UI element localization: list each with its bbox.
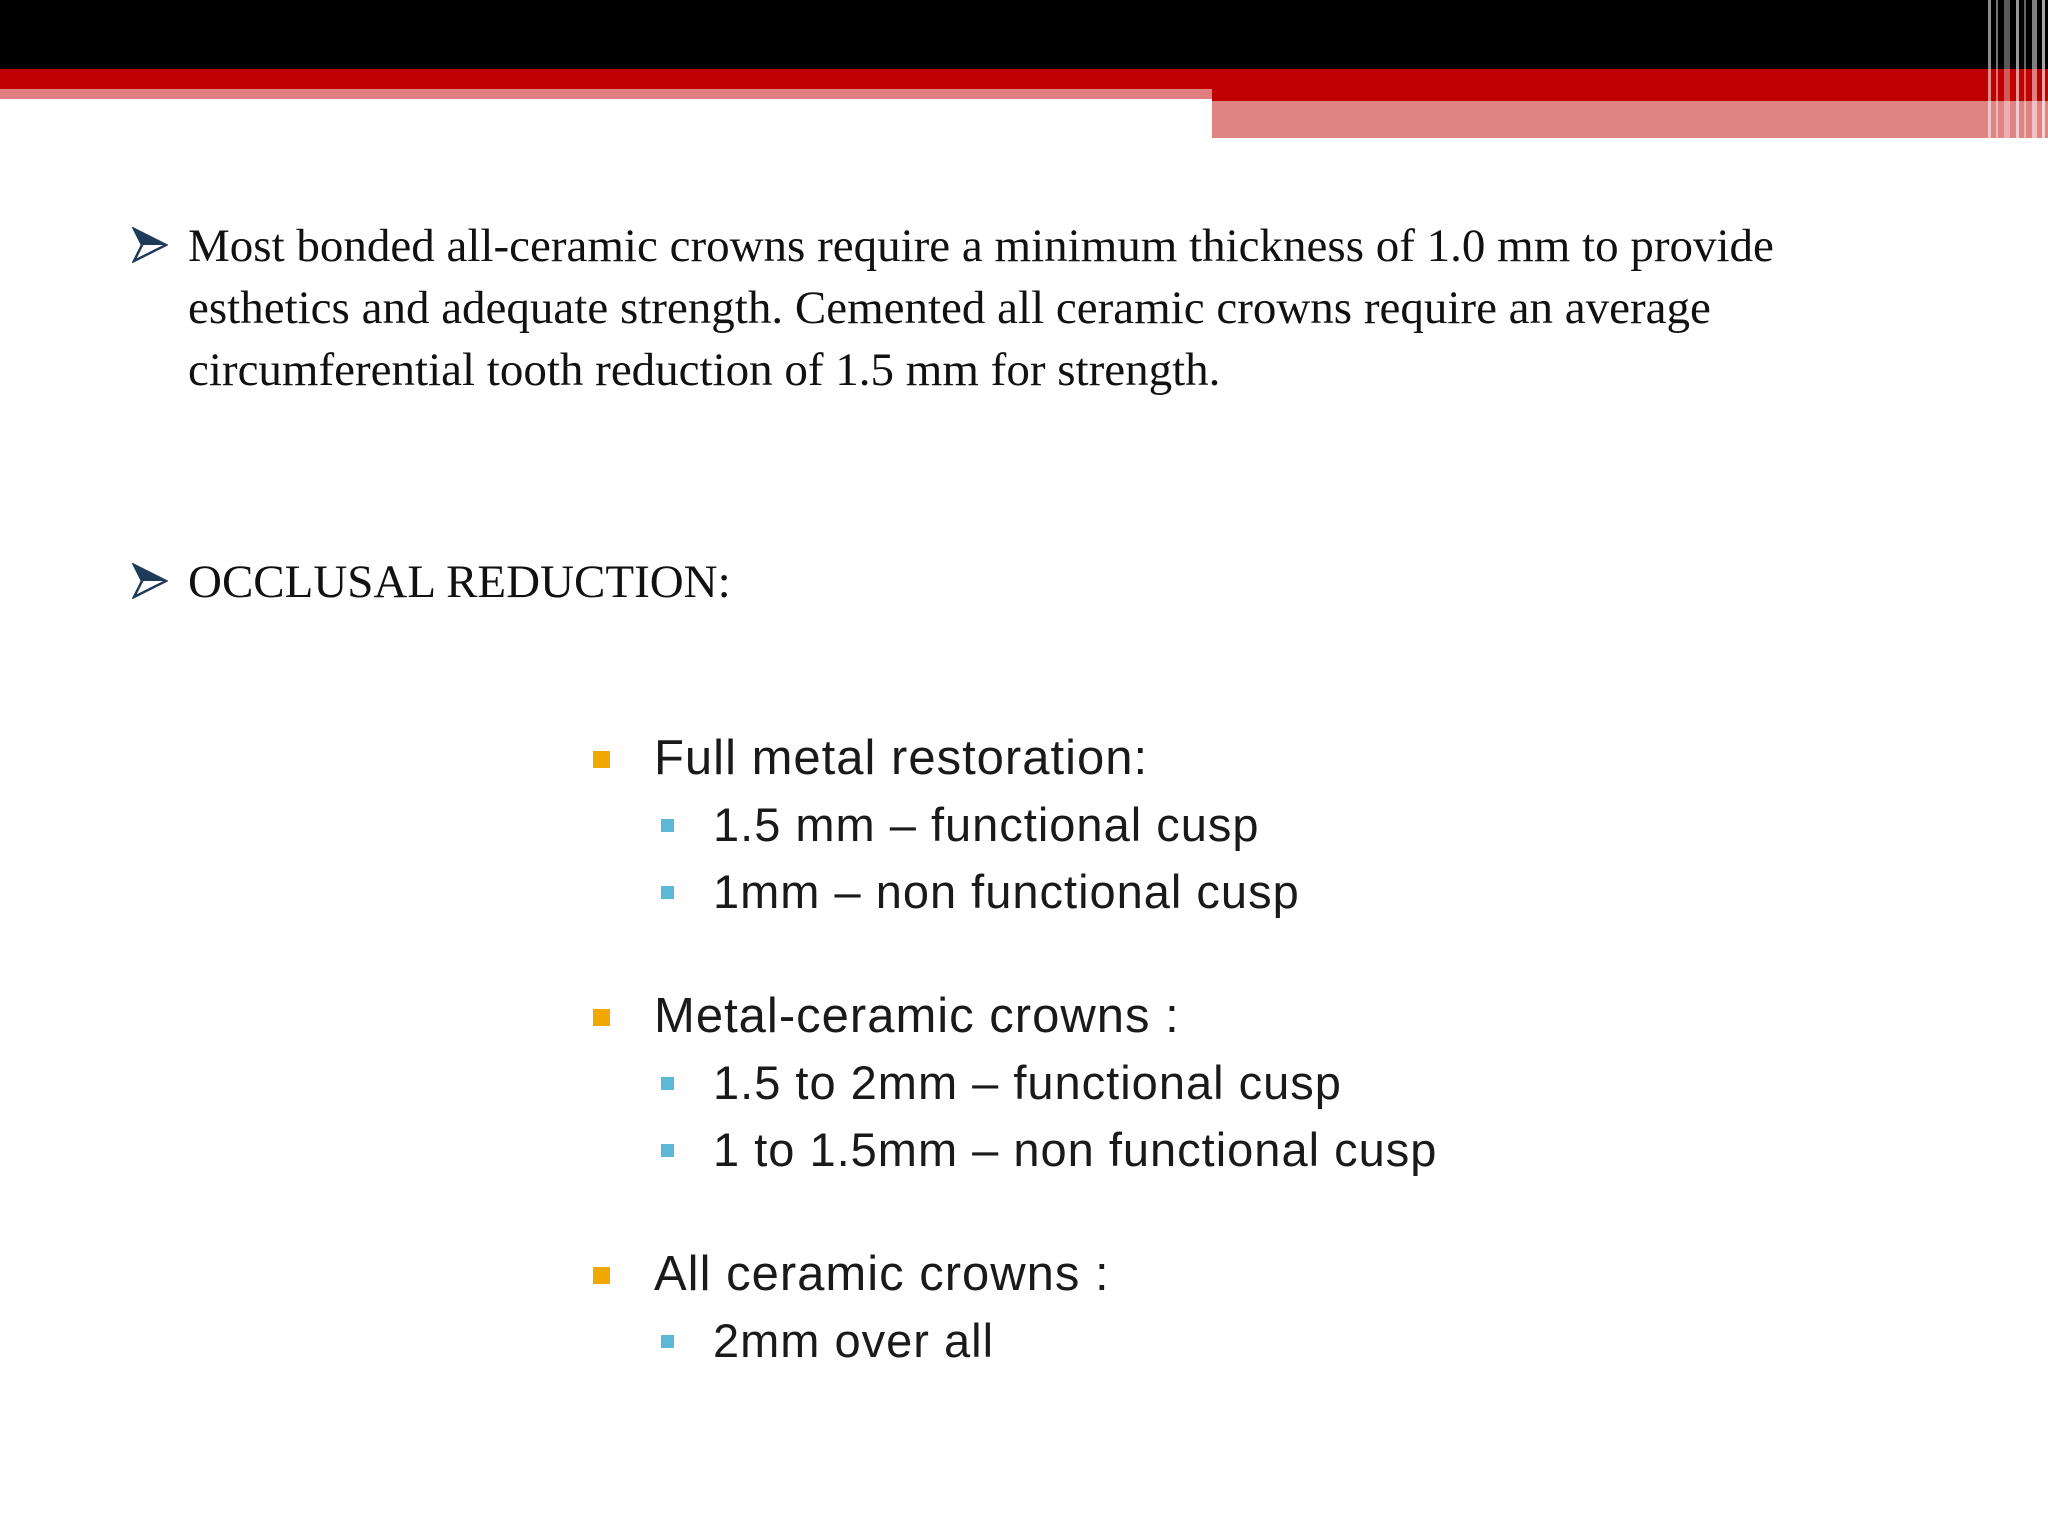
blue-square-bullet-icon xyxy=(661,886,674,899)
orange-square-bullet-icon xyxy=(593,1009,610,1026)
header-red-right-band xyxy=(1212,89,2048,101)
blue-square-bullet-icon xyxy=(661,1077,674,1090)
orange-square-bullet-icon xyxy=(593,1267,610,1284)
header-stripes-decoration xyxy=(1986,0,2048,138)
list-item xyxy=(588,791,1588,858)
list-item-text: 1.5 to 2mm – functional cusp xyxy=(713,1056,1342,1109)
group-title-text: All ceramic crowns : xyxy=(654,1247,1110,1301)
blue-square-bullet-icon xyxy=(661,1335,674,1348)
blue-square-bullet-icon xyxy=(661,819,674,832)
bullet-occlusal-reduction xyxy=(132,551,1892,613)
list-item xyxy=(588,1116,1588,1183)
header-red-band xyxy=(0,69,2048,89)
group-title-text: Full metal restoration: xyxy=(654,731,1149,785)
list-item xyxy=(588,858,1588,925)
group-full-metal xyxy=(588,725,1588,925)
group-title-text: Metal-ceramic crowns : xyxy=(654,989,1180,1043)
list-item xyxy=(588,1307,1588,1374)
list-item-text: 2mm over all xyxy=(713,1314,995,1367)
orange-square-bullet-icon xyxy=(593,751,610,768)
bullet-thickness-requirement xyxy=(132,215,1892,401)
list-item xyxy=(588,1049,1588,1116)
group-all-ceramic xyxy=(588,1241,1588,1374)
group-title xyxy=(588,1241,1588,1307)
group-metal-ceramic xyxy=(588,983,1588,1183)
arrow-bullet-icon xyxy=(132,227,168,263)
bullet-text: Most bonded all-ceramic crowns require a minimum thickness of 1.0 mm to provide esthetics and adequate strength. Cemented all ceramic crowns require an average circumferential tooth reduction of 1.5 mm for strength. xyxy=(188,220,1774,396)
group-title xyxy=(588,983,1588,1049)
list-item-text: 1mm – non functional cusp xyxy=(713,865,1300,918)
header-black-band xyxy=(0,0,2048,69)
header-pink-thin-band xyxy=(0,89,1212,99)
arrow-bullet-icon xyxy=(132,563,168,599)
reduction-list xyxy=(588,725,1588,1374)
bullet-text: OCCLUSAL REDUCTION: xyxy=(188,556,731,608)
blue-square-bullet-icon xyxy=(661,1144,674,1157)
header-pink-thick-band xyxy=(1212,101,2048,138)
group-title xyxy=(588,725,1588,791)
main-bullet-list xyxy=(132,215,1892,613)
list-item-text: 1 to 1.5mm – non functional cusp xyxy=(713,1123,1438,1176)
list-item-text: 1.5 mm – functional cusp xyxy=(713,798,1260,851)
